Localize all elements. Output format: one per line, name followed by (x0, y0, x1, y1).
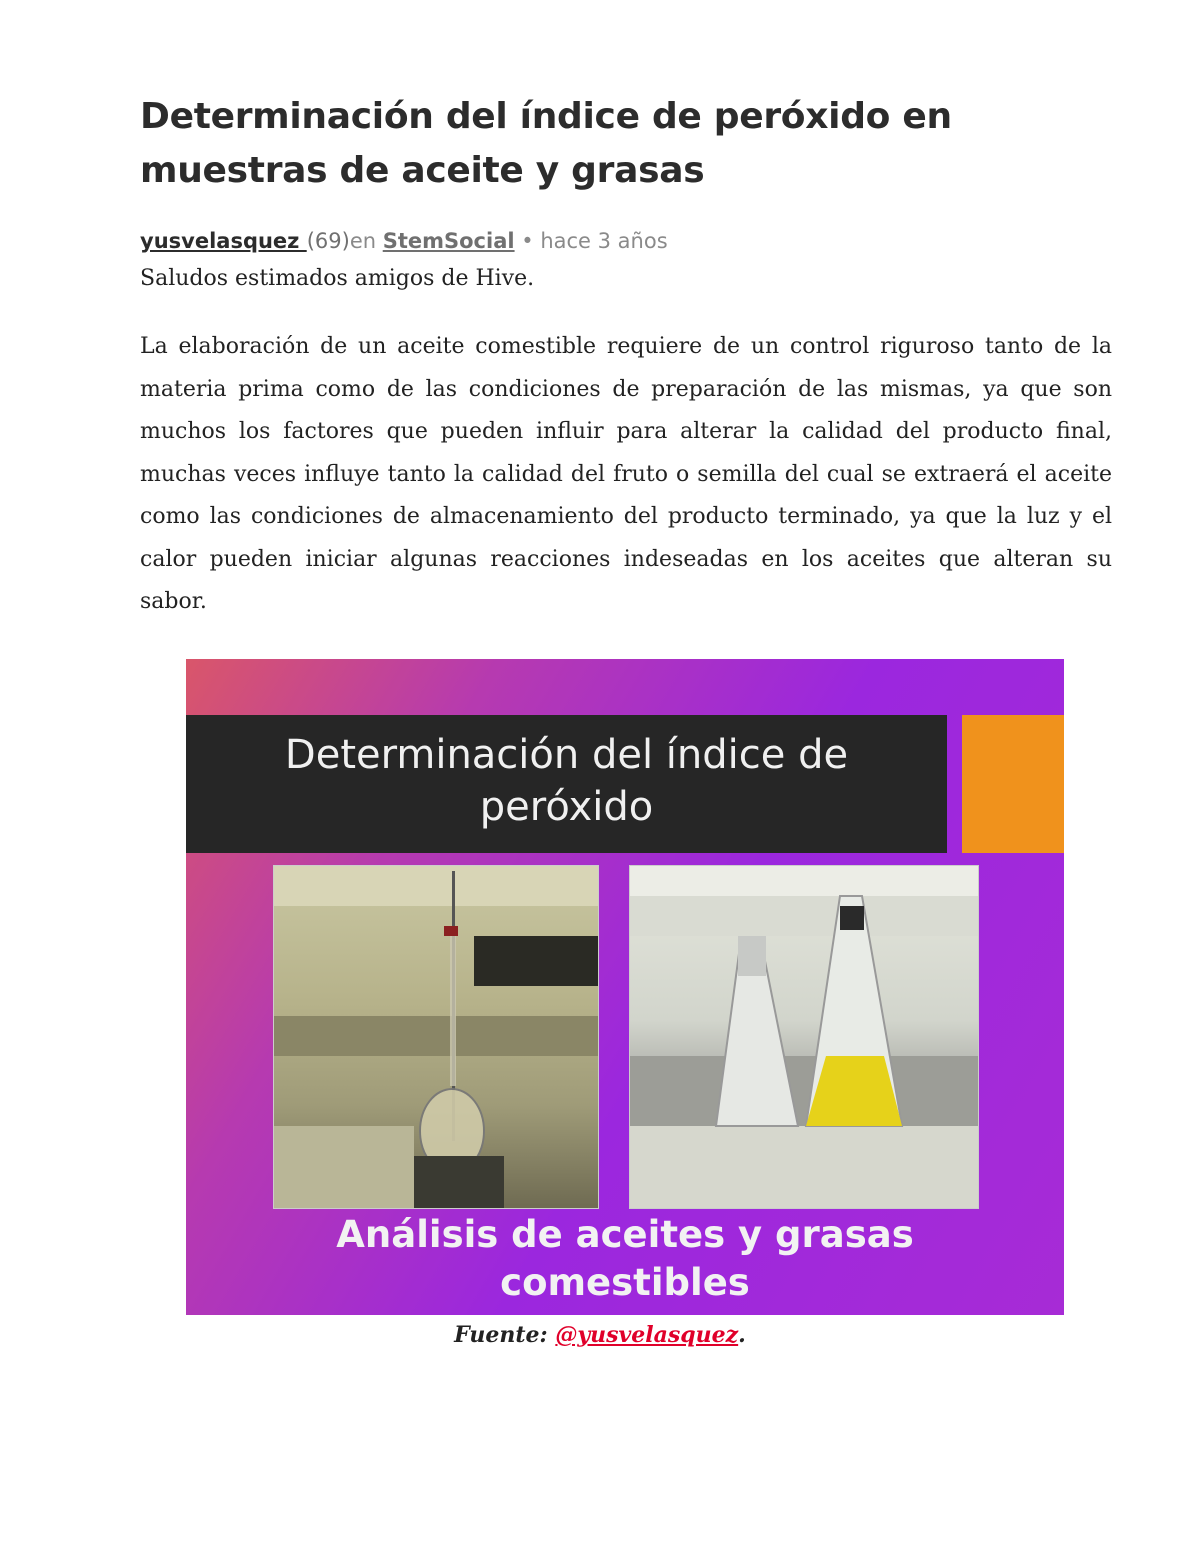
post-time: hace 3 años (540, 229, 668, 253)
caption-end: . (738, 1322, 746, 1348)
lab-photo-flasks (629, 865, 979, 1209)
orange-accent-block (962, 715, 1064, 853)
banner-line-2: peróxido (479, 784, 654, 830)
body-paragraph: La elaboración de un aceite comestible requiere de un control riguroso tanto de la materia prima como de las condiciones de preparación de las mismas, ya que son muchos los factores que pueden influir para alterar la calidad del producto final, muchas veces influye tanto la calidad del fruto o semilla del cual se extraerá el aceite como las condiciones de almacenamiento del producto terminado, ya que la luz y el calor pueden iniciar algunas reacciones indeseadas en los aceites que alteran su sabor. (140, 334, 1112, 614)
lab-photo-distillation (273, 865, 599, 1209)
banner-title (186, 729, 947, 833)
caption-label: Fuente: (454, 1322, 556, 1348)
in-label: en (349, 229, 383, 253)
image-subtitle (186, 1211, 1064, 1307)
subtitle-line-2: comestibles (500, 1261, 750, 1304)
image-banner (186, 715, 947, 853)
article-title: Determinación del índice de peróxido en muestras de aceite y grasas (140, 96, 952, 191)
post-meta (140, 224, 1112, 258)
greeting-text: Saludos estimados amigos de Hive. (140, 266, 535, 291)
meta-separator: • (514, 229, 541, 253)
article (140, 90, 1112, 624)
banner-line-1: Determinación del índice de (284, 732, 849, 778)
article-image (186, 659, 1064, 1315)
community-link[interactable]: StemSocial (382, 229, 515, 253)
author-reputation: (69) (306, 229, 350, 253)
source-link[interactable]: @yusvelasquez (555, 1322, 739, 1348)
subtitle-line-1: Análisis de aceites y grasas (336, 1213, 914, 1256)
image-caption (0, 1322, 1200, 1348)
author-link[interactable]: yusvelasquez (140, 229, 307, 253)
